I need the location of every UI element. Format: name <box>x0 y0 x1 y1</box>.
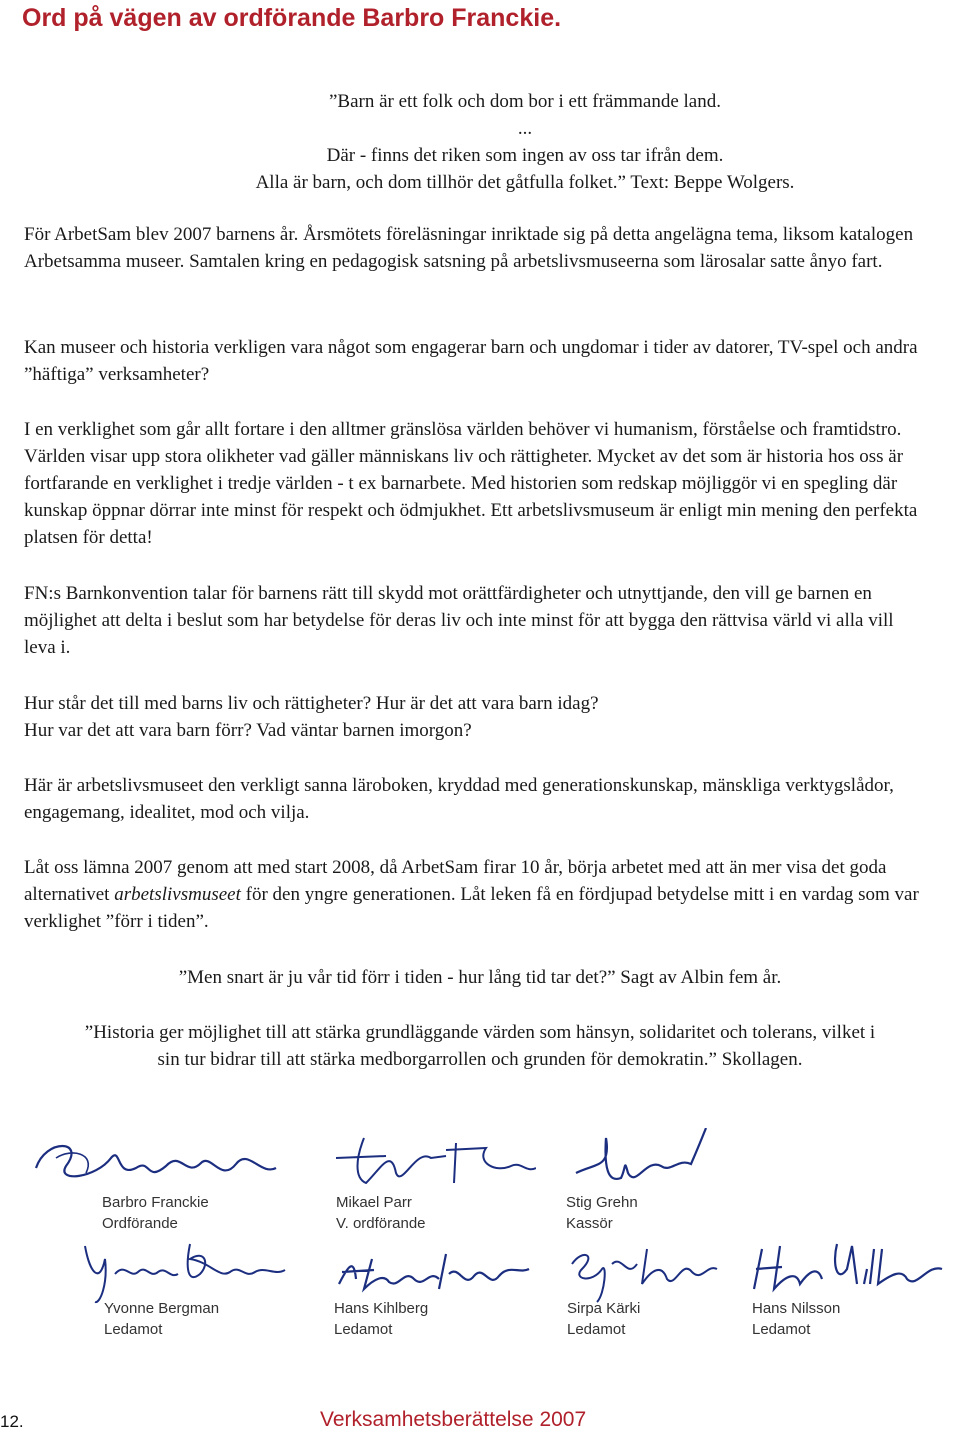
poem-line: Där - finns det riken som ingen av oss tar ifrån dem. <box>326 145 724 166</box>
signature-block <box>566 1128 806 1248</box>
handwritten-signature <box>334 1234 534 1304</box>
paragraph: Kan museer och historia verkligen vara något som engagerar barn och ungdomar i tider av datorer, TV-spel och andra ”häftiga” verksamheter? <box>24 337 918 385</box>
emphasized-term: arbetslivsmuseet <box>114 884 241 905</box>
signatory-name: Yvonne Bergman <box>104 1300 220 1317</box>
signature-block <box>26 1128 266 1248</box>
signatory-role: Kassör <box>566 1215 613 1232</box>
signatory-name: Stig Grehn <box>566 1194 638 1211</box>
page-title: Ord på vägen av ordförande Barbro Franckie. <box>22 4 562 32</box>
handwritten-signature <box>336 1128 536 1198</box>
signatory-name: Hans Kihlberg <box>334 1300 429 1317</box>
poem-line: ”Barn är ett folk och dom bor i ett främmande land. <box>328 91 721 112</box>
paragraph: Hur står det till med barns liv och rättigheter? Hur är det att vara barn idag? <box>24 693 599 714</box>
paragraph: I en verklighet som går allt fortare i den alltmer gränslösa världen behöver vi humanism, förståelse och framtidstro. Världen visar upp stora olikheter vad gäller människans liv och rättigheter. Mycket av det som är historia hos oss är fortfarande en verklighet i tredje världen - t ex barnarbete. Med historien som redskap möjliggör vi en spegling där kunskap öppnar dörrar inte minst för respekt och ödmjukhet. Ett arbetslivsmuseum är enligt min mening den perfekta platsen för detta! <box>24 419 918 548</box>
signature-block <box>334 1234 574 1354</box>
signature-block <box>336 1128 576 1248</box>
signatory-name: Sirpa Kärki <box>567 1300 641 1317</box>
paragraph: Hur var det att vara barn förr? Vad väntar barnen imorgon? <box>24 720 472 741</box>
signature-block <box>752 1234 960 1354</box>
poem-quote <box>0 88 960 196</box>
signatory-role: Ledamot <box>567 1321 626 1338</box>
poem-line: ... <box>517 118 533 139</box>
signatory-name: Mikael Parr <box>336 1194 412 1211</box>
poem-line: Alla är barn, och dom tillhör det gåtfulla folket.” Text: Beppe Wolgers. <box>255 172 795 193</box>
paragraph: För ArbetSam blev 2007 barnens år. Årsmötets föreläsningar inriktade sig på detta angelägna tema, liksom katalogen Arbetsamma museer. Samtalen kring en pedagogisk satsning på arbetslivsmuseerna som lärosalar satte ånyo fart. <box>24 224 914 272</box>
handwritten-signature <box>752 1234 952 1304</box>
quote-albin: ”Men snart är ju vår tid förr i tiden - hur lång tid tar det?” Sagt av Albin fem år. <box>178 967 782 988</box>
page-number: 12. <box>0 1412 24 1431</box>
signatory-role: Ledamot <box>752 1321 811 1338</box>
signatory-role: V. ordförande <box>336 1215 426 1232</box>
handwritten-signature <box>566 1128 716 1198</box>
signatory-role: Ledamot <box>334 1321 393 1338</box>
paragraph: FN:s Barnkonvention talar för barnens rätt till skydd mot orättfärdigheter och utnyttjande, den vill ge barnen en möjlighet att delta i beslut som har betydelse för deras liv och inte minst för att bygga den rättvisa värld vi alla vill leva i. <box>24 583 894 658</box>
quote-skollagen-line: ”Historia ger möjlighet till att stärka grundläggande värden som hänsyn, solidaritet och tolerans, vilket i <box>84 1022 876 1043</box>
signature-block <box>80 1234 320 1354</box>
quote-skollagen-line: sin tur bidrar till att stärka medborgarrollen och grunden för demokratin.” Skollagen. <box>157 1049 803 1070</box>
paragraph: Låt oss lämna 2007 genom att med start 2008, då ArbetSam firar 10 år, börja arbetet med att än mer visa det goda alternativet arbetslivsmuseet för den yngre generationen. Låt leken få en fördjupad betydelse mitt i en vardag som var verklighet ”förr i tiden”. <box>24 857 919 932</box>
handwritten-signature <box>567 1234 727 1304</box>
signatory-role: Ledamot <box>104 1321 163 1338</box>
paragraph: Här är arbetslivsmuseet den verkligt sanna läroboken, kryddad med generationskunskap, mänskliga verktygslådor, engagemang, idealitet, mod och vilja. <box>24 775 894 823</box>
handwritten-signature <box>80 1234 290 1304</box>
footer-document-title: Verksamhetsberättelse 2007 <box>320 1408 587 1431</box>
signatory-name: Hans Nilsson <box>752 1300 841 1317</box>
handwritten-signature <box>26 1128 286 1198</box>
signatory-role: Ordförande <box>102 1215 178 1232</box>
signatory-name: Barbro Franckie <box>102 1194 209 1211</box>
